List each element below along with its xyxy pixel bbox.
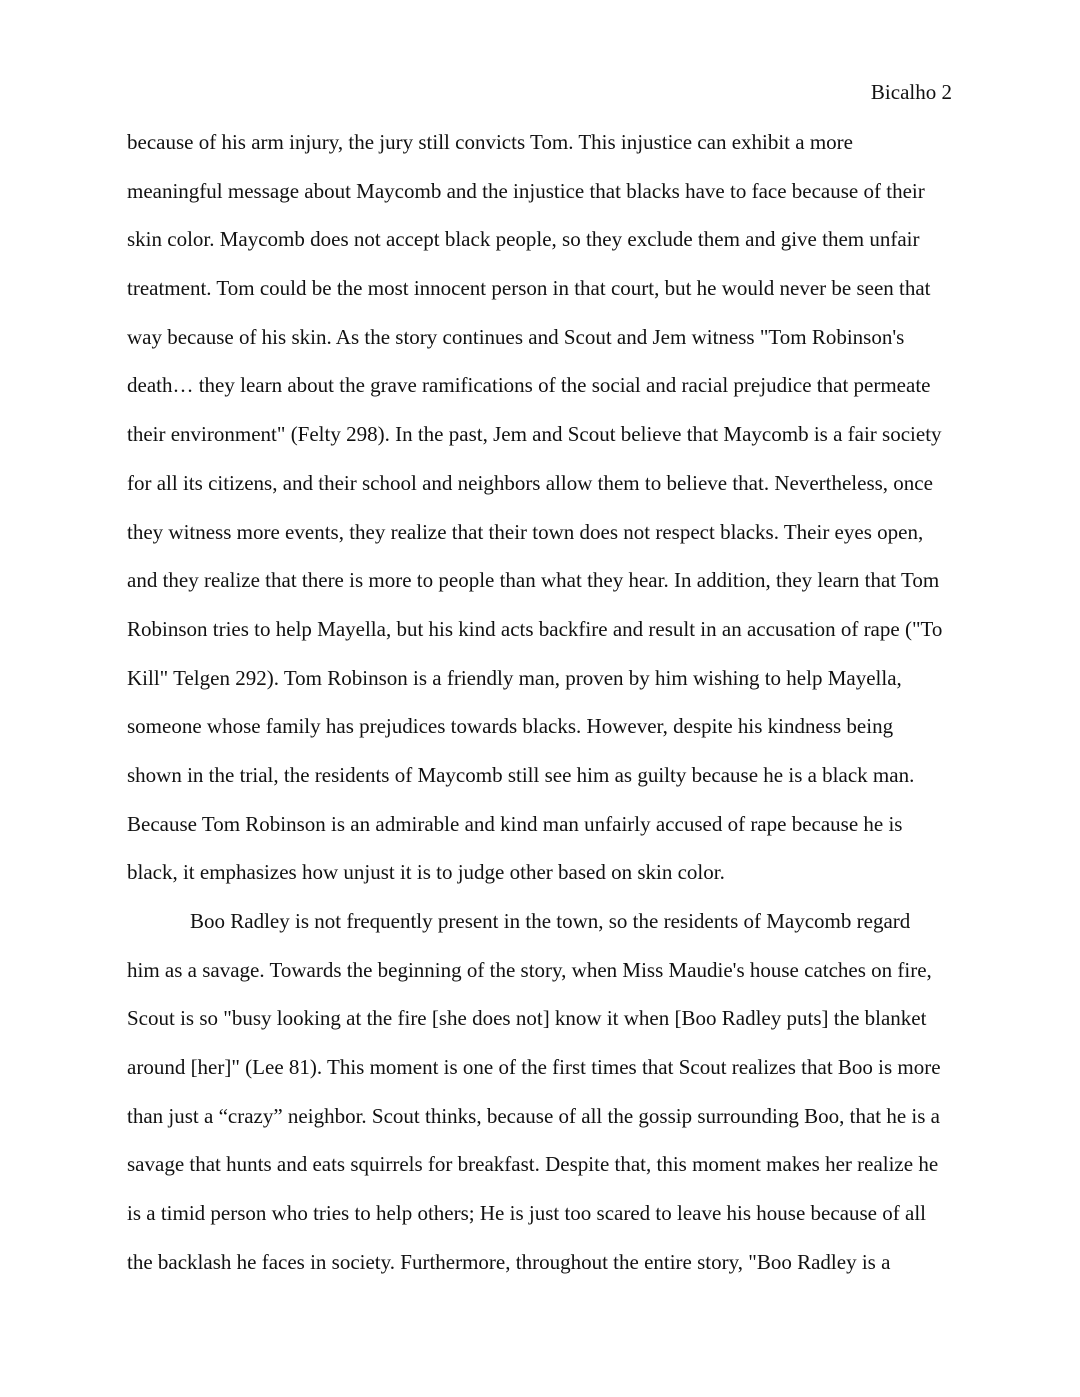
text-line: and they realize that there is more to people than what they hear. In addition, they learn that Tom	[127, 568, 940, 593]
text-line: than just a “crazy” neighbor. Scout thinks, because of all the gossip surrounding Boo, that he is a	[127, 1103, 940, 1128]
text-line: is a timid person who tries to help others; He is just too scared to leave his house because of all	[127, 1201, 926, 1226]
text-line: treatment. Tom could be the most innocent person in that court, but he would never be seen that	[127, 276, 931, 301]
text-line: him as a savage. Towards the beginning of the story, when Miss Maudie's house catches on fire,	[127, 957, 932, 982]
text-line: Kill" Telgen 292). Tom Robinson is a friendly man, proven by him wishing to help Mayella,	[127, 665, 902, 690]
text-line: because of his arm injury, the jury still convicts Tom. This injustice can exhibit a more	[127, 130, 853, 154]
text-line: for all its citizens, and their school and neighbors allow them to believe that. Nevertheless, once	[127, 470, 933, 495]
text-line: Because Tom Robinson is an admirable and kind man unfairly accused of rape because he is	[127, 811, 903, 836]
text-line: their environment" (Felty 298). In the past, Jem and Scout believe that Maycomb is a fair society	[127, 422, 942, 447]
text-line: black, it emphasizes how unjust it is to judge other based on skin color.	[127, 860, 725, 885]
text-line: the backlash he faces in society. Furthermore, throughout the entire story, "Boo Radley is a	[127, 1249, 891, 1274]
text-line: shown in the trial, the residents of Maycomb still see him as guilty because he is a black man.	[127, 762, 915, 787]
text-line: around [her]" (Lee 81). This moment is one of the first times that Scout realizes that Boo is more	[127, 1055, 941, 1080]
text-line: Robinson tries to help Mayella, but his kind acts backfire and result in an accusation of rape ("To	[127, 616, 943, 641]
text-line: Scout is so "busy looking at the fire [she does not] know it when [Boo Radley puts] the blanket	[127, 1006, 927, 1031]
running-head: Bicalho 2	[870, 80, 952, 104]
text-line: skin color. Maycomb does not accept black people, so they exclude them and give them unfair	[127, 227, 920, 252]
paragraph-first-line: Boo Radley is not frequently present in the town, so the residents of Maycomb regard	[190, 909, 911, 933]
text-line: they witness more events, they realize that their town does not respect blacks. Their eyes open,	[127, 519, 924, 544]
text-line: meaningful message about Maycomb and the injustice that blacks have to face because of their	[127, 178, 925, 203]
text-line: way because of his skin. As the story continues and Scout and Jem witness "Tom Robinson's	[127, 324, 905, 349]
text-line: death… they learn about the grave ramifications of the social and racial prejudice that permeate	[127, 373, 931, 398]
body-text	[127, 118, 967, 1287]
text-line: savage that hunts and eats squirrels for breakfast. Despite that, this moment makes her realize he	[127, 1152, 939, 1177]
text-line: someone whose family has prejudices towards blacks. However, despite his kindness being	[127, 714, 894, 739]
